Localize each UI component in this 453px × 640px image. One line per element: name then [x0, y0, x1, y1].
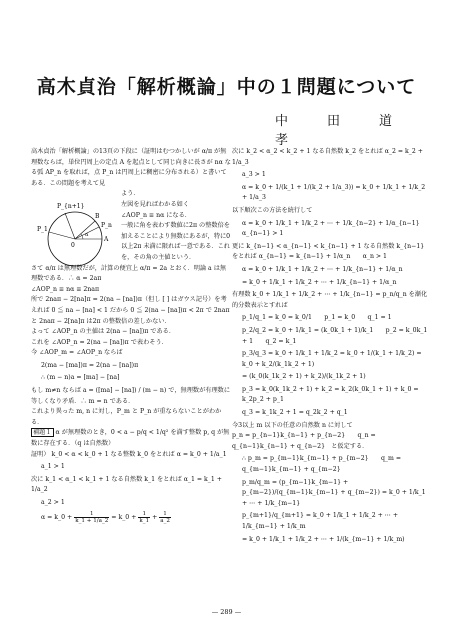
- paragraph: ∠AOP_n ≡ nα になる．: [121, 211, 191, 219]
- paragraph: 有理数 k_0 + 1/k_1 + 1/k_2 + ⋯ + 1/k_{n−1} = p_n/q_n を漸化的分数表示とすれば: [232, 291, 428, 309]
- equation: α = k_0 + 1/k_1 + 1/k_2 + ⋯ + 1/k_{n−1} + 1/α_n: [242, 265, 403, 273]
- equation: p_3 = k_0(k_1k_2 + 1) + k_2 = k_2(k_0k_1 + 1) + k_0 = k_2p_2 + p_1: [242, 385, 419, 404]
- author-name: 中 田 道 孝: [275, 114, 432, 148]
- paragraph: 高木貞治「解析概論」の13頁の下段に（証明はむつかしいが α/π が無理数ならば，単位円周上の定点 A を起点として同じ向きに長さが nα なる弧 AP_n を取れば，点 P_n は円周上に稠密に分布される）と書いてある．この問題を考えて見: [31, 148, 231, 187]
- label-pn1: P_{n+1}: [57, 203, 85, 210]
- continued-fraction-equation: [41, 511, 231, 524]
- label-alpha: α: [85, 232, 89, 238]
- equation: p_m/q_m = (p_{m−1}k_{m−1} + p_{m−2})/(q_{m−1}k_{m−1} + q_{m−2}) = k_0 + 1/k_1 + ⋯ + 1/k_{m−1}: [242, 478, 426, 507]
- equation: = k_0 + 1/k_1 + 1/k_2 + ⋯ + 1/k_{n−1} + 1/α_n: [242, 278, 397, 286]
- fraction: [159, 511, 171, 524]
- paragraph: 今3以上 m 以下の任意の自然数 n に対して: [232, 421, 353, 429]
- paragraph: これより異った m, n に対し，P_m と P_n が重ならないことがわかる．: [31, 408, 222, 426]
- paragraph: よって ∠AOP_n の主値は 2(na − [na])π である．: [31, 328, 176, 336]
- left-column: [31, 147, 231, 526]
- fraction: [74, 511, 109, 524]
- equation: a_1 > 1: [41, 463, 65, 471]
- fraction-numerator: 1: [138, 511, 150, 518]
- equation: p_{m+1}/q_{m+1} = k_0 + 1/k_1 + 1/k_2 + ⋯ + 1/k_{m−1} + 1/k_m: [242, 512, 399, 530]
- equation: ∴ p_m = p_{m−1}k_{m−1} + p_{m−2} q_m = q_{m−1}k_{m−1} + q_{m−2}: [242, 455, 402, 474]
- label-b: B: [95, 213, 100, 220]
- paragraph: p_n = p_{n−1}k_{n−1} + p_{n−2} q_n = q_{n−1}k_{n−1} + q_{n−2} と仮定する．: [232, 432, 376, 450]
- equation: = k_0 + 1/k_1 + 1/k_2 + ⋯ + 1/(k_{m−1} + 1/k_m): [242, 535, 405, 543]
- equation: = (k_0(k_1k_2 + 1) + k_2)/(k_1k_2 + 1): [242, 373, 366, 381]
- lemma-label: 補題１: [33, 429, 52, 437]
- lemma-paragraph: [31, 428, 231, 449]
- equation: a_3 > 1: [242, 171, 266, 179]
- equation: p_1/q_1 = k_0 = k_0/1 p_1 = k_0 q_1 = 1: [242, 314, 392, 322]
- paragraph: さて α/π は無理数だが，計算の便宜上 α/π = 2a とおく．明論 a は無理数である．∴ α = 2aπ: [31, 264, 227, 283]
- fraction-denominator: a_2: [160, 517, 170, 524]
- paragraph: 次に k_2 < α_2 < k_2 + 1 なる自然数 k_2 をとれば α_2 = k_2 + 1/a_3: [232, 148, 423, 166]
- equation: 2(ma − [ma])π = 2(na − [na])π: [41, 361, 139, 369]
- paragraph: 所で 2naπ − 2[na]π = 2(na − [na])π（但し [ ] はガウス記号）を考えれば 0 ≦ na − [na] < 1 だから 0 ≦ 2(na − [na])π < 2π で 2naπ と 2naπ − 2[na]π は2π の整数倍の差しかない．: [31, 296, 230, 325]
- equation: q_3 = k_1k_2 + 1 = q_2k_2 + q_1: [242, 409, 348, 417]
- proof-label: 証明: [31, 450, 44, 458]
- fraction: [138, 511, 150, 524]
- article-title: 高木貞治「解析概論」中の１問題について: [36, 76, 417, 98]
- equation: a_2 > 1: [41, 499, 65, 506]
- label-o: 0: [71, 242, 75, 249]
- fraction-numerator: 1: [74, 511, 109, 518]
- equation: ∴ (m − n)a = [ma] − [na]: [41, 374, 120, 382]
- page-number: — 289 —: [211, 608, 242, 616]
- formula-part: = k_0 +: [109, 513, 139, 521]
- label-pn: P_n: [101, 222, 112, 229]
- fraction-numerator: 1: [159, 511, 171, 518]
- label-a: A: [104, 236, 109, 243]
- right-column: [232, 147, 430, 547]
- equation: α = k_0 + 1/(k_1 + 1/(k_2 + 1/a_3)) = k_0 + 1/k_1 + 1/k_2 + 1/a_3: [242, 183, 426, 202]
- formula-part: α = k_0 +: [41, 513, 75, 521]
- paragraph: 左図を見ればわかる如く: [121, 200, 190, 208]
- equation: p_2/q_2 = k_0 + 1/k_1 = (k_0k_1 + 1)/k_1 p_2 = k_0k_1 + 1 q_2 = k_1: [242, 326, 428, 345]
- paragraph: よう．: [121, 190, 140, 198]
- equation: α = k_0 + 1/k_1 + 1/k_2 + ⋯ + 1/k_{n−2} + 1/α_{n−1} α_{n−1} > 1: [242, 219, 432, 238]
- fraction-denominator: k_1: [139, 517, 150, 524]
- proof-text: k_0 < α < k_0 + 1 なる整数 k_0 をとれば α = k_0 + 1/a_1: [51, 450, 227, 458]
- lemma-text: α が無理数のとき，0 < a − p/q < 1/q² を満す整数 p, q が無数に存在する．（q は自然数）: [31, 429, 230, 448]
- paragraph: 次に k_1 < α_1 < k_1 + 1 なる自然数 k_1 をとれば α_1 = k_1 + 1/a_2: [31, 475, 222, 494]
- fraction-denominator: k_1 + 1/a_2: [75, 517, 109, 524]
- paragraph: ∠AOP_n ≡ nα ≡ 2naπ: [31, 285, 100, 293]
- label-p1: P_1: [37, 226, 48, 233]
- paragraph: 以下順次この方法を続行して: [232, 206, 313, 214]
- formula-part: +: [150, 513, 160, 521]
- paragraph: 今 ∠AOP_m = ∠AOP_n ならば: [31, 349, 123, 357]
- equation: p_3/q_3 = k_0 + 1/k_1 + 1/k_2 = k_0 + 1/(k_1 + 1/k_2) = k_0 + k_2/(k_1k_2 + 1): [242, 350, 422, 368]
- paragraph: もし m≠n ならば a = ([ma] − [na]) / (m − n) で，無理数が有理数に等しくなり矛盾．∴ m = n である．: [31, 387, 231, 405]
- paragraph: これを ∠AOP_n = 2(na − [na])π で表わそう．: [31, 338, 168, 346]
- paragraph: 更に k_{n−1} < α_{n−1} < k_{n−1} + 1 なる自然数 k_{n−1} をとれば α_{n−1} = k_{n−1} + 1/α_n α_n > 1: [232, 242, 425, 261]
- paragraph: 一般に角を表わす数値に2π の整数倍を加えることにより無数にあるが，特に0以上2π 未満に限れば一意である．これを，その角の主値という．: [121, 222, 231, 261]
- proof-paragraph: 証明） k_0 < α < k_0 + 1 なる整数 k_0 をとれば α = k_0 + 1/a_1: [31, 450, 227, 458]
